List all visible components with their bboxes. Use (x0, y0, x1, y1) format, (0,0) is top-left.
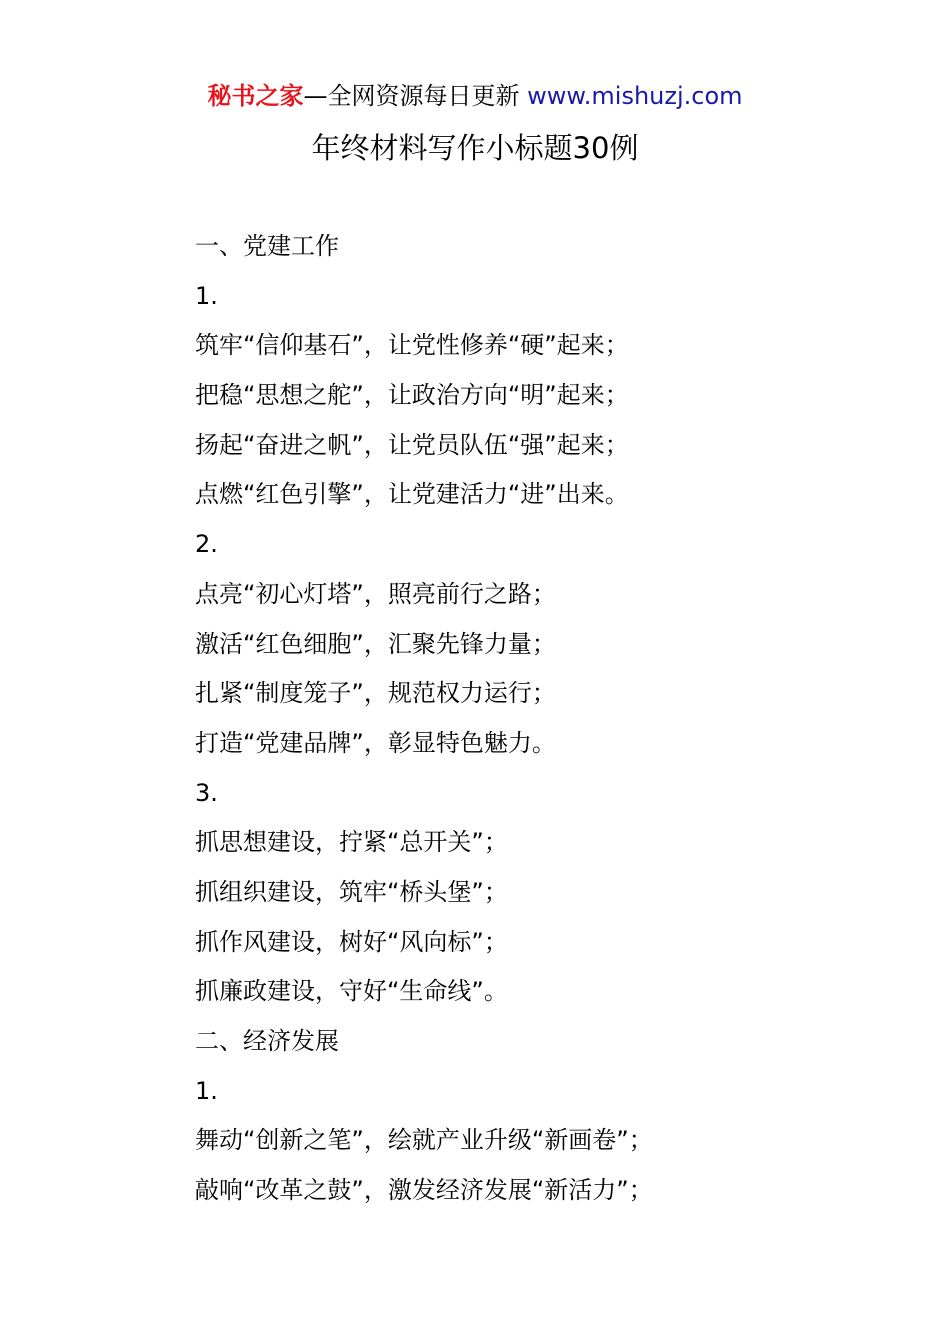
text-line: 点燃“红色引擎”，让党建活力“进”出来。 (195, 480, 629, 509)
text-line: 抓组织建设，筑牢“桥头堡”； (195, 877, 508, 906)
section-heading: 二、经济发展 (195, 1027, 339, 1055)
item-number: 2. (195, 530, 218, 559)
brand-name: 秘书之家 (207, 82, 304, 110)
document-title: 年终材料写作小标题30例 (311, 131, 639, 165)
item-number: 1. (195, 281, 218, 310)
text-line: 点亮“初心灯塔”，照亮前行之路； (195, 579, 556, 608)
text-line: 筑牢“信仰基石”，让党性修养“硬”起来； (195, 331, 629, 360)
text-line: 舞动“创新之笔”，绘就产业升级“新画卷”； (195, 1126, 653, 1155)
header-tagline: —全网资源每日更新 (303, 82, 520, 110)
text-line: 抓廉政建设，守好“生命线”。 (195, 977, 508, 1006)
document-body (195, 226, 915, 1220)
item-number: 1. (195, 1076, 218, 1105)
text-line: 抓作风建设，树好“风向标”； (195, 927, 508, 956)
text-line: 抓思想建设，拧紧“总开关”； (195, 828, 508, 857)
text-line: 打造“党建品牌”，彰显特色魅力。 (195, 728, 556, 757)
text-line: 敲响“改革之鼓”，激发经济发展“新活力”； (195, 1176, 653, 1205)
text-line: 激活“红色细胞”，汇聚先锋力量； (195, 629, 556, 658)
item-number: 3. (195, 778, 218, 807)
site-url-link[interactable]: www.mishuzj.com (527, 82, 743, 110)
site-header (0, 80, 950, 112)
text-line: 把稳“思想之舵”，让政治方向“明”起来； (195, 381, 629, 410)
text-line: 扬起“奋进之帆”，让党员队伍“强”起来； (195, 430, 629, 459)
text-line: 扎紧“制度笼子”，规范权力运行； (195, 679, 556, 708)
section-heading: 一、党建工作 (195, 232, 339, 260)
